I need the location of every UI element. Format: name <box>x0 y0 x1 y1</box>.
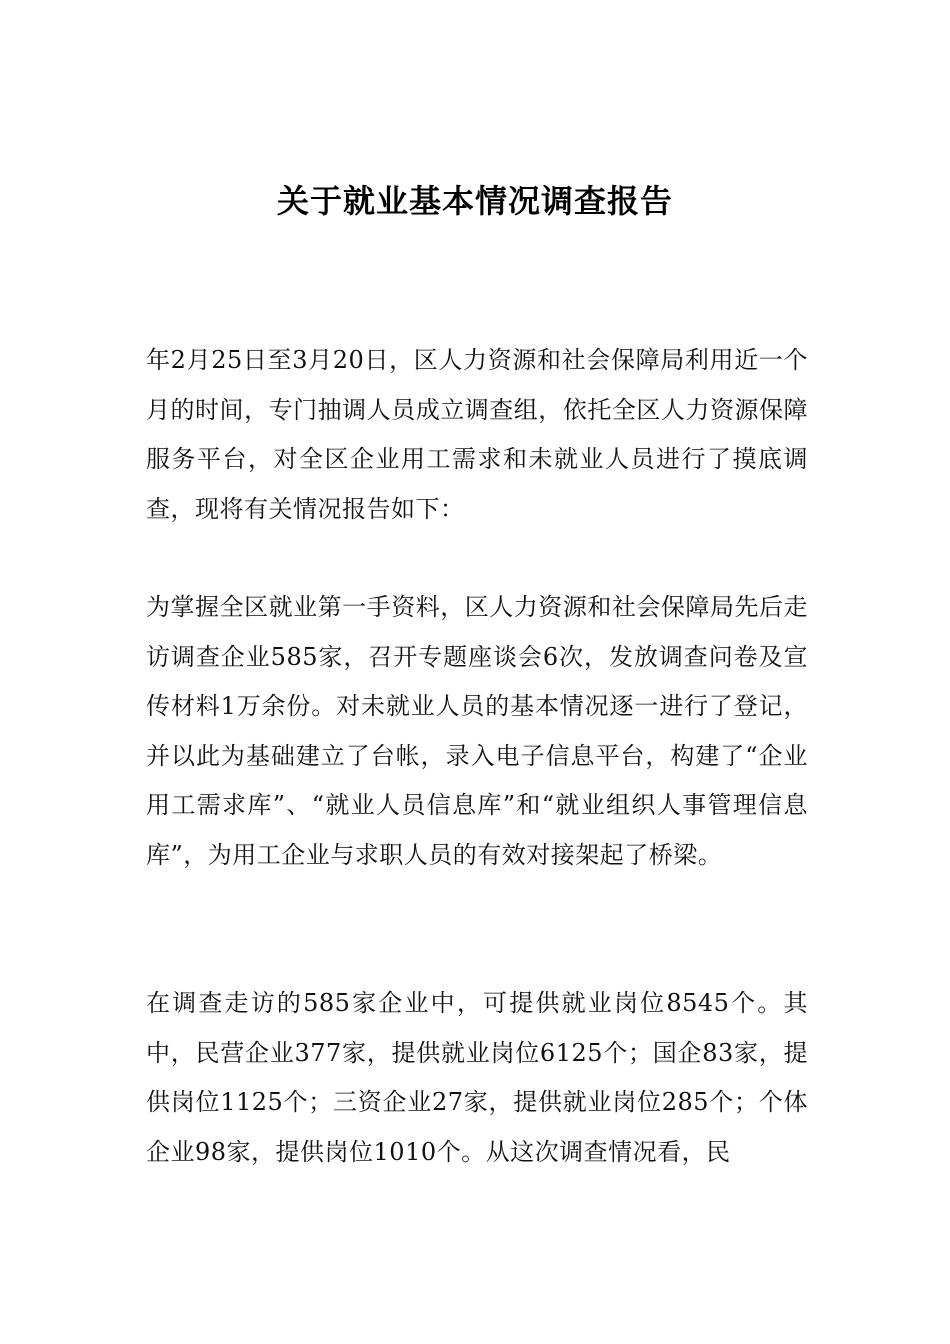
paragraph-intro: 年2月25日至3月20日，区人力资源和社会保障局利用近一个月的时间，专门抽调人员成立调查组，依托全区人力资源保障服务平台，对全区企业用工需求和未就业人员进行了摸底调查，现将有关情况报告如下： <box>146 346 808 523</box>
document-title: 关于就业基本情况调查报告 <box>276 182 673 221</box>
paragraph-survey-results: 在调查走访的585家企业中，可提供就业岗位8545个。其中，民营企业377家，提供就业岗位6125个；国企83家，提供岗位1125个；三资企业27家，提供就业岗位285个；个体企业98家，提供岗位1010个。从这次调查情况看，民 <box>146 989 808 1166</box>
paragraph-survey-work: 为掌握全区就业第一手资料，区人力资源和社会保障局先后走访调查企业585家，召开专题座谈会6次，发放调查问卷及宣传材料1万余份。对未就业人员的基本情况逐一进行了登记，并以此为基础建立了台帐，录入电子信息平台，构建了“企业用工需求库”、“就业人员信息库”和“就业组织人事管理信息库”，为用工企业与求职人员的有效对接架起了桥梁。 <box>146 593 808 869</box>
